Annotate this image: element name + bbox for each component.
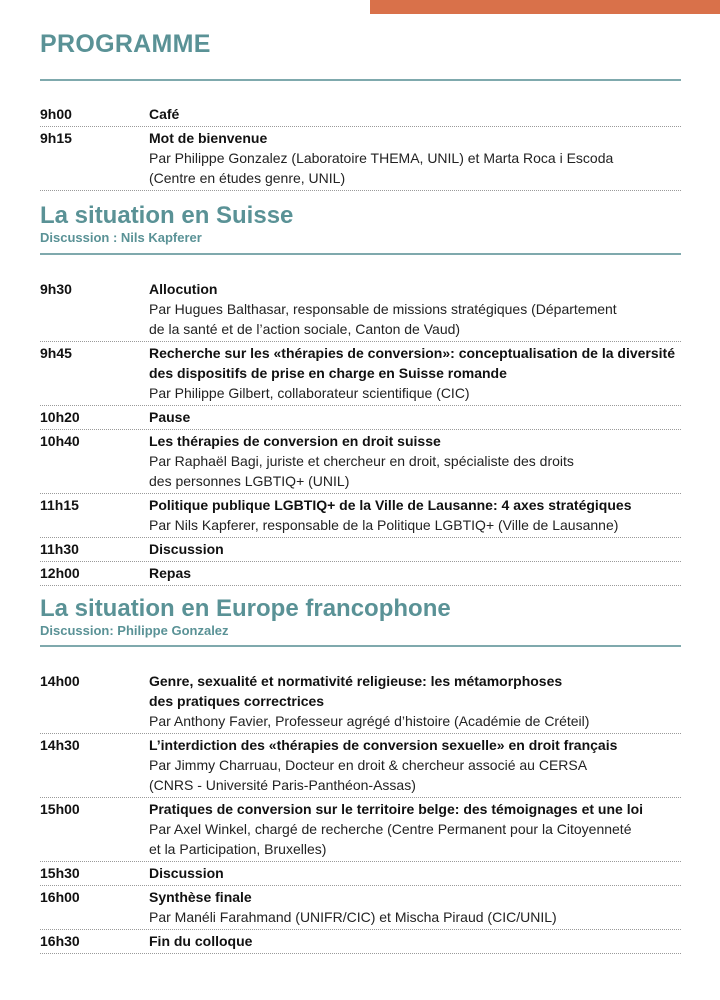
schedule-content [149,431,681,491]
schedule-row [40,886,681,930]
schedule-content [149,495,681,535]
schedule-speaker: Par Axel Winkel, chargé de recherche (Centre Permanent pour la Citoyenneté [149,821,632,837]
schedule-title: Recherche sur les «thérapies de conversion»: conceptualisation de la diversité [149,345,675,361]
schedule-time: 10h40 [40,433,80,449]
schedule-row [40,562,681,586]
schedule-time: 16h00 [40,889,80,905]
schedule-row [40,862,681,886]
schedule-block-1 [40,278,681,586]
schedule-row [40,798,681,862]
schedule-row [40,430,681,494]
schedule-content [149,128,681,188]
schedule-time: 14h00 [40,673,80,689]
section-rule [40,645,681,647]
schedule-title: Repas [149,565,192,581]
schedule-content [149,799,681,859]
schedule-title: Les thérapies de conversion en droit suisse [149,433,441,449]
section-discussion: Discussion: Philippe Gonzalez [40,623,229,638]
schedule-time: 16h30 [40,933,80,949]
schedule-title: Fin du colloque [149,933,253,949]
schedule-block-2 [40,670,681,954]
section-heading: La situation en Suisse [40,202,294,229]
schedule-title: Politique publique LGBTIQ+ de la Ville de Lausanne: 4 axes stratégiques [149,497,632,513]
section-suisse [40,202,681,246]
schedule-time: 11h30 [40,541,79,557]
schedule-time: 14h30 [40,737,80,753]
schedule-content [149,279,681,339]
schedule-time: 15h00 [40,801,80,817]
schedule-title: L’interdiction des «thérapies de conversion sexuelle» en droit français [149,737,618,753]
schedule-row [40,127,681,191]
schedule-row [40,103,681,127]
schedule-title: Allocution [149,281,218,297]
schedule-row [40,494,681,538]
schedule-row [40,670,681,734]
schedule-content [149,931,681,951]
schedule-time: 9h15 [40,130,72,146]
schedule-speaker: Par Jimmy Charruau, Docteur en droit & chercheur associé au CERSA [149,757,588,773]
schedule-speaker: Par Philippe Gilbert, collaborateur scientifique (CIC) [149,385,470,401]
schedule-speaker: Par Philippe Gonzalez (Laboratoire THEMA, UNIL) et Marta Roca i Escoda [149,150,614,166]
schedule-content [149,863,681,883]
schedule-row [40,278,681,342]
schedule-title: Café [149,106,180,122]
schedule-content [149,671,681,731]
schedule-speaker: (CNRS - Université Paris-Panthéon-Assas) [149,777,416,793]
schedule-title: Pause [149,409,191,425]
schedule-row [40,734,681,798]
schedule-title: des pratiques correctrices [149,693,325,709]
schedule-content [149,887,681,927]
schedule-speaker: des personnes LGBTIQ+ (UNIL) [149,473,350,489]
schedule-speaker: de la santé et de l’action sociale, Canton de Vaud) [149,321,461,337]
schedule-row [40,538,681,562]
schedule-content [149,735,681,795]
schedule-title: Discussion [149,541,224,557]
schedule-row [40,406,681,430]
schedule-time: 9h30 [40,281,72,297]
schedule-speaker: Par Nils Kapferer, responsable de la Politique LGBTIQ+ (Ville de Lausanne) [149,517,619,533]
section-discussion: Discussion : Nils Kapferer [40,230,202,245]
title-rule [40,79,681,81]
schedule-content [149,539,681,559]
schedule-speaker: (Centre en études genre, UNIL) [149,170,346,186]
schedule-time: 15h30 [40,865,80,881]
schedule-time: 9h45 [40,345,72,361]
accent-bar [370,0,720,14]
schedule-row [40,930,681,954]
schedule-title: Synthèse finale [149,889,252,905]
section-rule [40,253,681,255]
schedule-speaker: Par Manéli Farahmand (UNIFR/CIC) et Mischa Piraud (CIC/UNIL) [149,909,557,925]
schedule-content [149,104,681,124]
schedule-speaker: Par Raphaël Bagi, juriste et chercheur en droit, spécialiste des droits [149,453,574,469]
schedule-content [149,407,681,427]
schedule-time: 9h00 [40,106,72,122]
schedule-time: 10h20 [40,409,80,425]
schedule-time: 12h00 [40,565,80,581]
page-title: PROGRAMME [40,30,211,58]
schedule-row [40,342,681,406]
schedule-title: Genre, sexualité et normativité religieuse: les métamorphoses [149,673,563,689]
section-europe [40,595,681,639]
schedule-content [149,343,681,403]
section-heading: La situation en Europe francophone [40,595,451,622]
schedule-speaker: Par Anthony Favier, Professeur agrégé d’histoire (Académie de Créteil) [149,713,590,729]
schedule-title: Pratiques de conversion sur le territoire belge: des témoignages et une loi [149,801,644,817]
schedule-speaker: et la Participation, Bruxelles) [149,841,327,857]
schedule-title: des dispositifs de prise en charge en Suisse romande [149,365,507,381]
schedule-content [149,563,681,583]
schedule-title: Mot de bienvenue [149,130,268,146]
schedule-speaker: Par Hugues Balthasar, responsable de missions stratégiques (Département [149,301,617,317]
schedule-time: 11h15 [40,497,79,513]
schedule-block-0 [40,103,681,191]
schedule-title: Discussion [149,865,224,881]
